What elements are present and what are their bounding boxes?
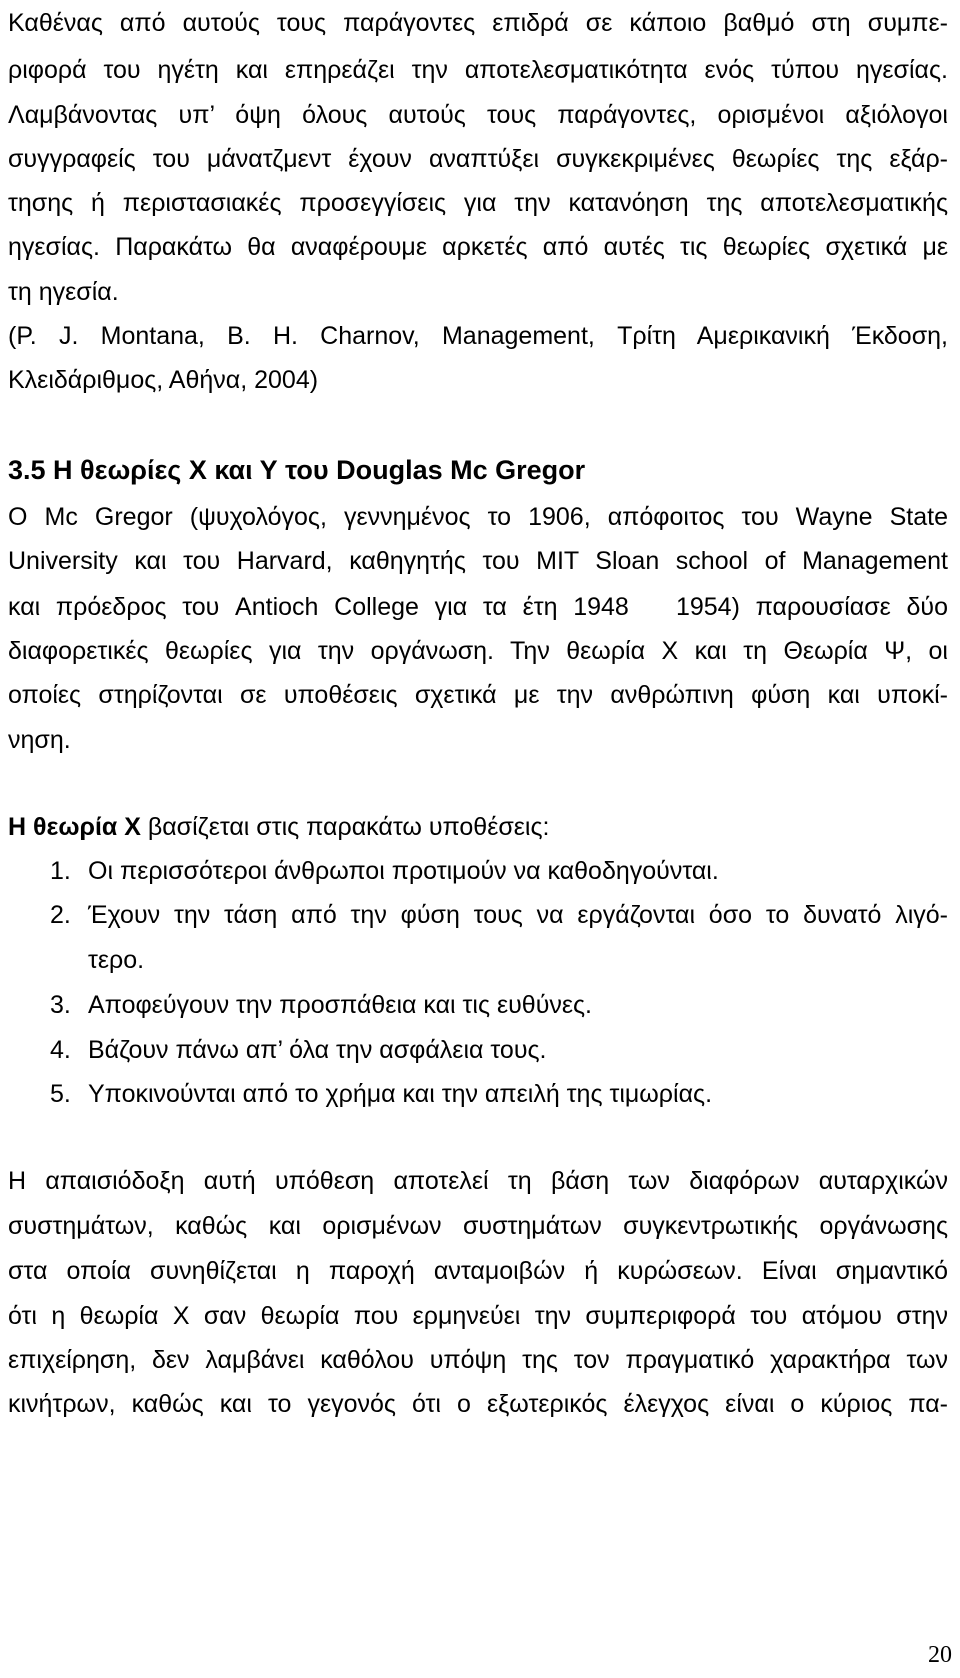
paragraph-line: ριφορά του ηγέτη και επηρεάζει την αποτελεσματικότητα ενός τύπου ηγεσίας. xyxy=(8,56,948,84)
list-item-text: Έχουν την τάση από την φύση τους να εργάζονται όσο το δυνατό λιγό- xyxy=(88,901,948,929)
paragraph-line: στα οποία συνηθίζεται η παροχή ανταμοιβών ή κυρώσεων. Είναι σημαντικό xyxy=(8,1257,948,1285)
list-item-text: Οι περισσότεροι άνθρωποι προτιμούν να καθοδηγούνται. xyxy=(88,857,719,885)
section-heading: 3.5 Η θεωρίες Χ και Υ του Douglas Mc Gregor xyxy=(8,455,586,485)
theory-x-intro-text: βασίζεται στις παρακάτω υποθέσεις: xyxy=(140,813,550,841)
paragraph-line: κινήτρων, καθώς και το γεγονός ότι ο εξωτερικός έλεγχος είναι ο κύριος πα- xyxy=(8,1390,948,1418)
paragraph-line: University και του Harvard, καθηγητής του MIT Sloan school of Management xyxy=(8,547,948,575)
reference-line: (P. J. Montana, B. H. Charnov, Management, Τρίτη Αμερικανική Έκδοση, xyxy=(8,322,948,350)
paragraph-line: Λαμβάνοντας υπ’ όψη όλους αυτούς τους παράγοντες, ορισμένοι αξιόλογοι xyxy=(8,101,948,129)
list-item-number: 3. xyxy=(50,991,71,1019)
list-item-number: 5. xyxy=(50,1080,71,1108)
page-number: 20 xyxy=(928,1642,952,1668)
paragraph-line: νηση. xyxy=(8,726,71,754)
theory-x-label: Η θεωρία Χ xyxy=(8,813,141,841)
paragraph-line: Η απαισιόδοξη αυτή υπόθεση αποτελεί τη βάση των διαφόρων αυταρχικών xyxy=(8,1167,948,1195)
paragraph-line: συστημάτων, καθώς και ορισμένων συστημάτων συγκεντρωτικής οργάνωσης xyxy=(8,1212,948,1240)
list-item-number: 1. xyxy=(50,857,71,885)
list-item-text: Αποφεύγουν την προσπάθεια και τις ευθύνες. xyxy=(88,991,593,1019)
paragraph-line: O Mc Gregor (ψυχολόγος, γεννημένος το 1906, απόφοιτος του Wayne State xyxy=(8,503,948,531)
paragraph-line: Καθένας από αυτούς τους παράγοντες επιδρά σε κάποιο βαθμό στη συμπε- xyxy=(8,9,948,37)
paragraph-line: ότι η θεωρία Χ σαν θεωρία που ερμηνεύει την συμπεριφορά του ατόμου στην xyxy=(8,1302,948,1330)
paragraph-line: διαφορετικές θεωρίες για την οργάνωση. Την θεωρία Χ και τη Θεωρία Ψ, οι xyxy=(8,637,948,665)
paragraph-line: οποίες στηρίζονται σε υποθέσεις σχετικά με την ανθρώπινη φύση και υποκί- xyxy=(8,681,948,709)
list-item-text: τερο. xyxy=(88,946,145,974)
list-item-number: 2. xyxy=(50,901,71,929)
list-item-text: Υποκινούνται από το χρήμα και την απειλή της τιμωρίας. xyxy=(88,1080,713,1108)
theory-x-intro xyxy=(8,812,948,842)
paragraph-line: τη ηγεσία. xyxy=(8,278,119,306)
list-item-text: Βάζουν πάνω απ’ όλα την ασφάλεια τους. xyxy=(88,1036,547,1064)
paragraph-line: ηγεσίας. Παρακάτω θα αναφέρουμε αρκετές από αυτές τις θεωρίες σχετικά με xyxy=(8,233,948,261)
paragraph-line: τησης ή περιστασιακές προσεγγίσεις για την κατανόηση της αποτελεσματικής xyxy=(8,189,948,217)
list-item-number: 4. xyxy=(50,1036,71,1064)
paragraph-line: και πρόεδρος του Antioch College για τα έτη 1948 1954) παρουσίασε δύο xyxy=(8,593,948,621)
paragraph-line: επιχείρηση, δεν λαμβάνει καθόλου υπόψη της τον πραγματικό χαρακτήρα των xyxy=(8,1346,948,1374)
paragraph-line: συγγραφείς του μάνατζμεντ έχουν αναπτύξει συγκεκριμένες θεωρίες της εξάρ- xyxy=(8,145,948,173)
reference-line: Κλειδάριθμος, Αθήνα, 2004) xyxy=(8,366,319,394)
